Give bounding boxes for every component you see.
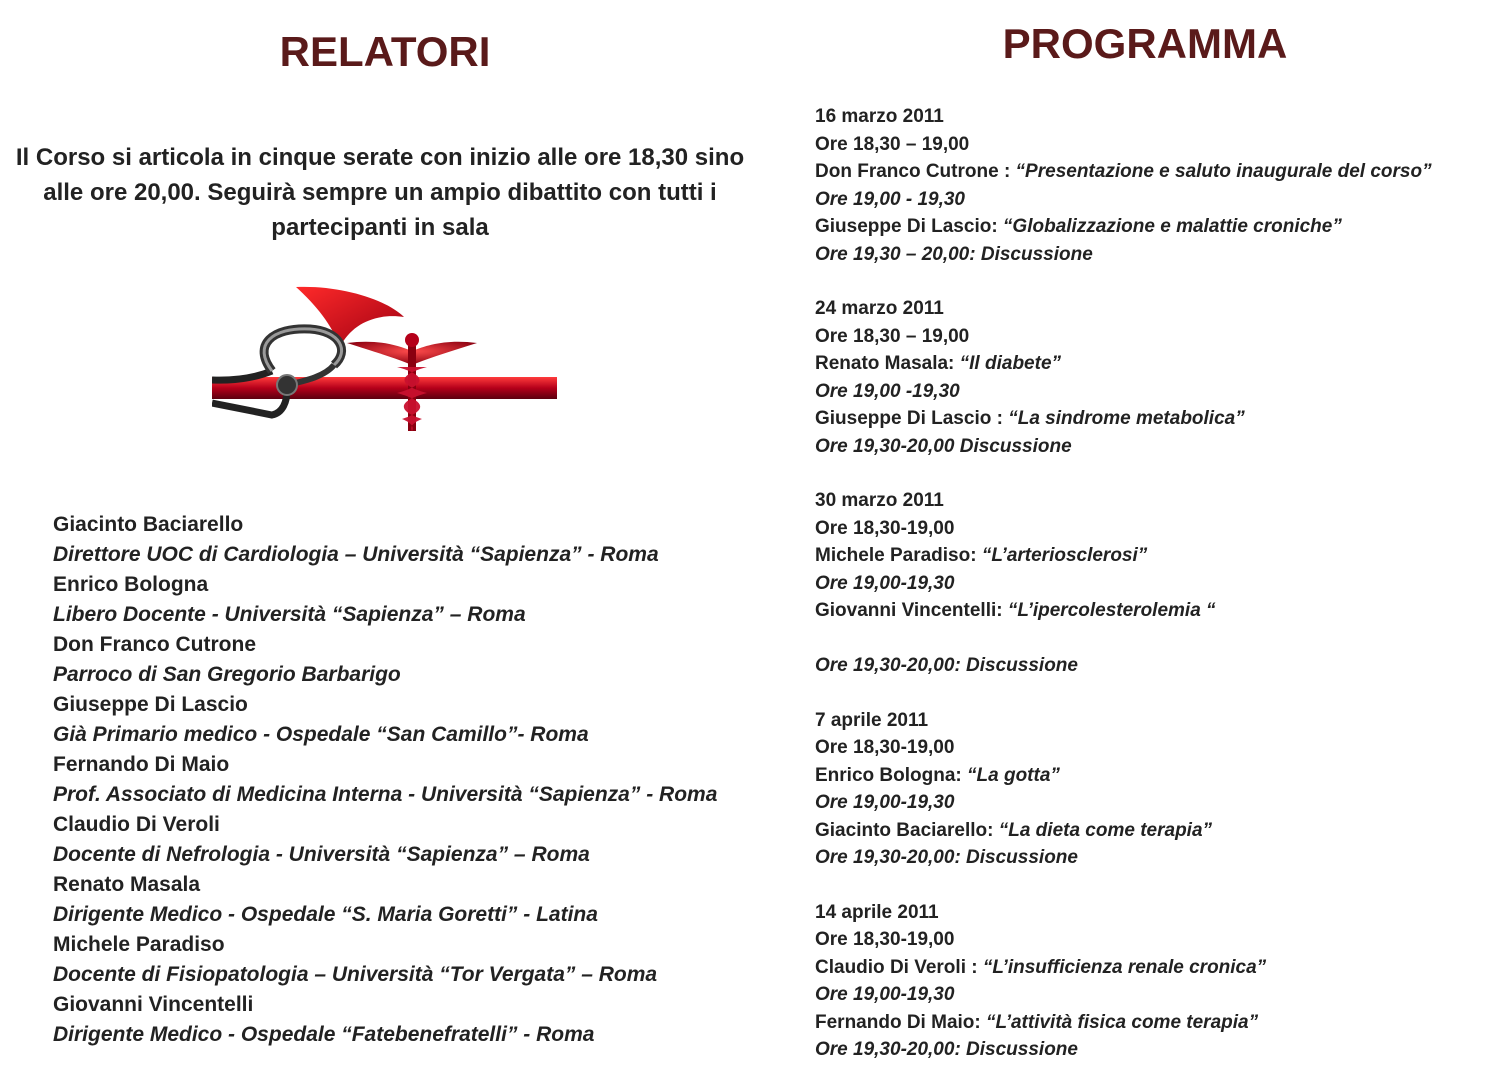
session-time: Ore 18,30-19,00 (815, 929, 955, 950)
speaker-item (53, 990, 773, 1050)
session-discussion: Ore 19,30-20,00: Discussione (815, 847, 1078, 868)
session-talk (815, 542, 1485, 570)
red-bar-shape (212, 377, 557, 399)
blank-line (815, 625, 1485, 653)
session-time: Ore 18,30 – 19,00 (815, 325, 970, 347)
session-time: Ore 19,00 - 19,30 (815, 188, 965, 210)
talk-title: “L’attività fisica come terapia” (980, 1011, 1259, 1033)
programma-heading: PROGRAMMA (1002, 20, 1288, 67)
talk-title: “Il diabete” (954, 353, 1062, 374)
speaker-role: Docente di Nefrologia - Università “Sapienza” – Roma (53, 843, 590, 866)
session-block (815, 487, 1485, 680)
session-date: 7 aprile 2011 (815, 709, 929, 731)
talk-speaker: Giacinto Baciarello: (815, 819, 994, 841)
session-date: 24 marzo 2011 (815, 298, 944, 319)
speaker-item (53, 930, 773, 990)
speaker-role: Parroco di San Gregorio Barbarigo (53, 663, 401, 686)
speakers-list (53, 510, 773, 1050)
session-time: Ore 19,00-19,30 (815, 984, 955, 1005)
session-discussion: Ore 19,30-20,00: Discussione (815, 655, 1078, 676)
session-talk (815, 405, 1485, 433)
session-block (815, 103, 1485, 268)
relatori-heading: RELATORI (279, 28, 491, 75)
talk-title: “La gotta” (961, 764, 1060, 786)
speaker-name: Giovanni Vincentelli (53, 993, 254, 1016)
session-date: 30 marzo 2011 (815, 490, 944, 511)
program-schedule (815, 103, 1485, 1091)
talk-speaker: Michele Paradiso: (815, 545, 977, 566)
session-block (815, 899, 1485, 1064)
speaker-item (53, 510, 773, 570)
session-time: Ore 19,00 -19,30 (815, 380, 960, 402)
talk-title: “Presentazione e saluto inaugurale del corso” (1010, 161, 1432, 182)
speaker-role: Dirigente Medico - Ospedale “Fatebenefratelli” - Roma (53, 1023, 595, 1046)
speaker-role: Docente di Fisiopatologia – Università “Tor Vergata” – Roma (53, 963, 658, 986)
speaker-item (53, 690, 773, 750)
talk-speaker: Claudio Di Veroli : (815, 956, 978, 978)
session-date: 16 marzo 2011 (815, 106, 944, 127)
speaker-role: Già Primario medico - Ospedale “San Camillo”- Roma (53, 723, 589, 746)
talk-speaker: Renato Masala: (815, 353, 955, 374)
speaker-name: Enrico Bologna (53, 573, 209, 596)
speaker-name: Giacinto Baciarello (53, 513, 244, 536)
session-talk (815, 762, 1485, 790)
session-talk (815, 954, 1485, 982)
speaker-role: Dirigente Medico - Ospedale “S. Maria Goretti” - Latina (53, 903, 598, 926)
speaker-name: Renato Masala (53, 873, 201, 896)
talk-speaker: Don Franco Cutrone : (815, 161, 1011, 182)
stethoscope-icon (212, 329, 342, 415)
session-talk (815, 597, 1485, 625)
session-time: Ore 18,30-19,00 (815, 737, 955, 758)
speaker-role: Direttore UOC di Cardiologia – Università “Sapienza” - Roma (53, 543, 659, 566)
speaker-role: Prof. Associato di Medicina Interna - Università “Sapienza” - Roma (53, 783, 718, 806)
session-talk (815, 1009, 1485, 1037)
speaker-role: Libero Docente - Università “Sapienza” – Roma (53, 603, 526, 626)
speaker-item (53, 810, 773, 870)
course-intro-text: Il Corso si articola in cinque serate con inizio alle ore 18,30 sino alle ore 20,00. Seguirà sempre un ampio dibattito con tutti i partecipanti in sala (15, 144, 745, 241)
speaker-name: Giuseppe Di Lascio (53, 693, 248, 716)
talk-title: “L’arteriosclerosi” (976, 545, 1148, 566)
speaker-name: Don Franco Cutrone (53, 633, 256, 656)
speaker-name: Fernando Di Maio (53, 753, 230, 776)
talk-title: “La dieta come terapia” (993, 819, 1213, 841)
talk-title: “L’insufficienza renale cronica” (977, 956, 1267, 978)
speaker-name: Michele Paradiso (53, 933, 225, 956)
talk-title: “L’ipercolesterolemia “ (1002, 600, 1216, 621)
speaker-item (53, 750, 773, 810)
session-discussion: Ore 19,30-20,00: Discussione (815, 1039, 1078, 1060)
session-time: Ore 19,00-19,30 (815, 572, 955, 594)
medical-logo (212, 285, 557, 435)
talk-speaker: Fernando Di Maio: (815, 1011, 981, 1033)
session-talk (815, 350, 1485, 378)
session-date: 14 aprile 2011 (815, 901, 939, 923)
talk-title: “La sindrome metabolica” (1002, 408, 1245, 429)
red-flame-shape (296, 287, 404, 347)
talk-speaker: Giuseppe Di Lascio : (815, 408, 1003, 429)
session-time: Ore 19,00-19,30 (815, 792, 955, 813)
session-block (815, 707, 1485, 872)
speaker-name: Claudio Di Veroli (53, 813, 220, 836)
talk-title: “Globalizzazione e malattie croniche” (997, 216, 1342, 237)
talk-speaker: Giovanni Vincentelli: (815, 600, 1003, 621)
session-time: Ore 18,30-19,00 (815, 517, 955, 539)
session-time: Ore 18,30 – 19,00 (815, 133, 970, 155)
session-talk (815, 817, 1485, 845)
talk-speaker: Giuseppe Di Lascio: (815, 216, 998, 237)
session-block (815, 295, 1485, 460)
session-talk (815, 158, 1485, 186)
speaker-item (53, 630, 773, 690)
talk-speaker: Enrico Bologna: (815, 764, 962, 786)
speaker-item (53, 570, 773, 630)
session-discussion: Ore 19,30 – 20,00: Discussione (815, 243, 1093, 265)
session-discussion: Ore 19,30-20,00 Discussione (815, 435, 1072, 457)
speaker-item (53, 870, 773, 930)
session-talk (815, 213, 1485, 241)
